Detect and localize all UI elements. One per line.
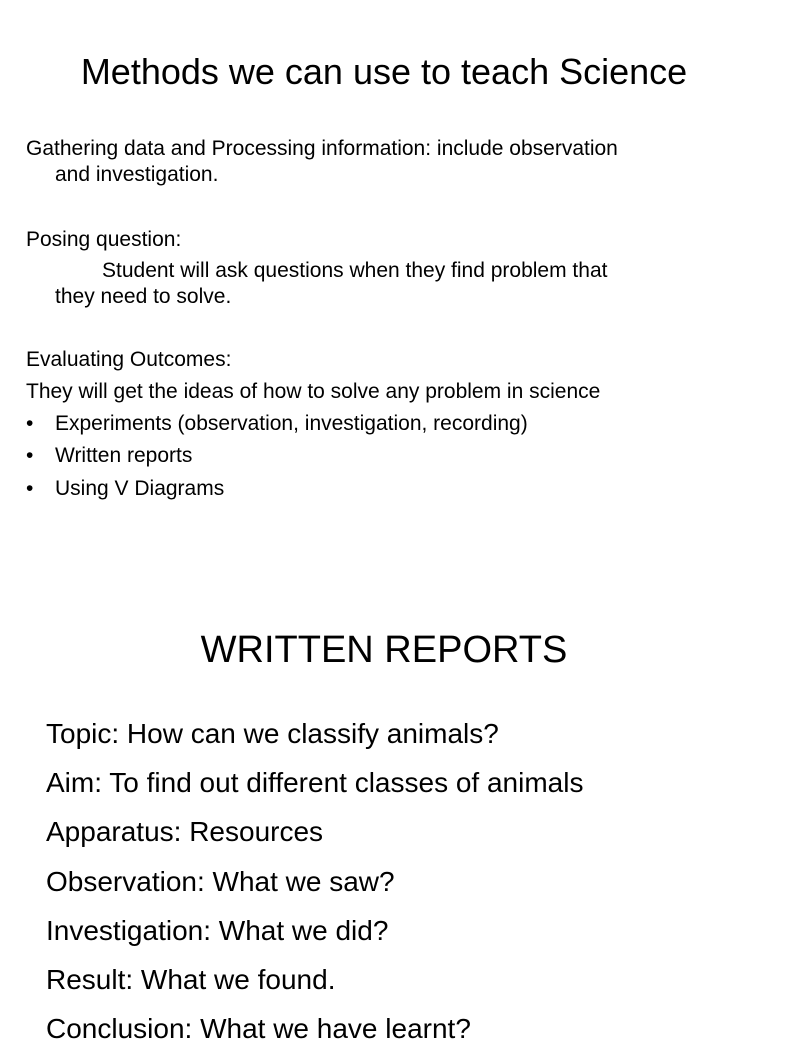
posing-heading: Posing question: bbox=[26, 228, 182, 251]
report-item: Topic: How can we classify animals? bbox=[46, 718, 499, 749]
paragraph-evaluating-line1: They will get the ideas of how to solve any problem in science bbox=[26, 380, 601, 403]
report-item: Investigation: What we did? bbox=[46, 915, 389, 946]
slide-written-reports bbox=[0, 600, 768, 1044]
paragraph-posing-line1: Student will ask questions when they find problem that bbox=[102, 259, 608, 282]
bullet-item bbox=[26, 476, 224, 502]
report-item: Aim: To find out different classes of animals bbox=[46, 767, 584, 798]
bullet-dot: • bbox=[26, 477, 34, 500]
paragraph-gathering-line2: and investigation. bbox=[55, 163, 219, 186]
slide-title: Methods we can use to teach Science bbox=[80, 51, 688, 92]
report-item: Conclusion: What we have learnt? bbox=[46, 1013, 471, 1044]
bullet-item bbox=[26, 443, 192, 469]
paragraph-gathering-line1: Gathering data and Processing information: include observation bbox=[26, 137, 618, 160]
bullet-dot: • bbox=[26, 412, 34, 435]
bullet-dot: • bbox=[26, 444, 34, 467]
bullet-text: Experiments (observation, investigation, recording) bbox=[55, 412, 528, 435]
evaluating-heading: Evaluating Outcomes: bbox=[26, 348, 232, 371]
slide-title: WRITTEN REPORTS bbox=[200, 629, 568, 671]
paragraph-posing-line2: they need to solve. bbox=[55, 285, 232, 308]
report-item: Apparatus: Resources bbox=[46, 816, 324, 847]
bullet-text: Using V Diagrams bbox=[55, 477, 225, 500]
bullet-text: Written reports bbox=[55, 444, 193, 467]
report-item: Observation: What we saw? bbox=[46, 866, 395, 897]
report-item: Result: What we found. bbox=[46, 964, 336, 995]
slide-methods bbox=[0, 0, 768, 530]
bullet-item bbox=[26, 411, 528, 437]
